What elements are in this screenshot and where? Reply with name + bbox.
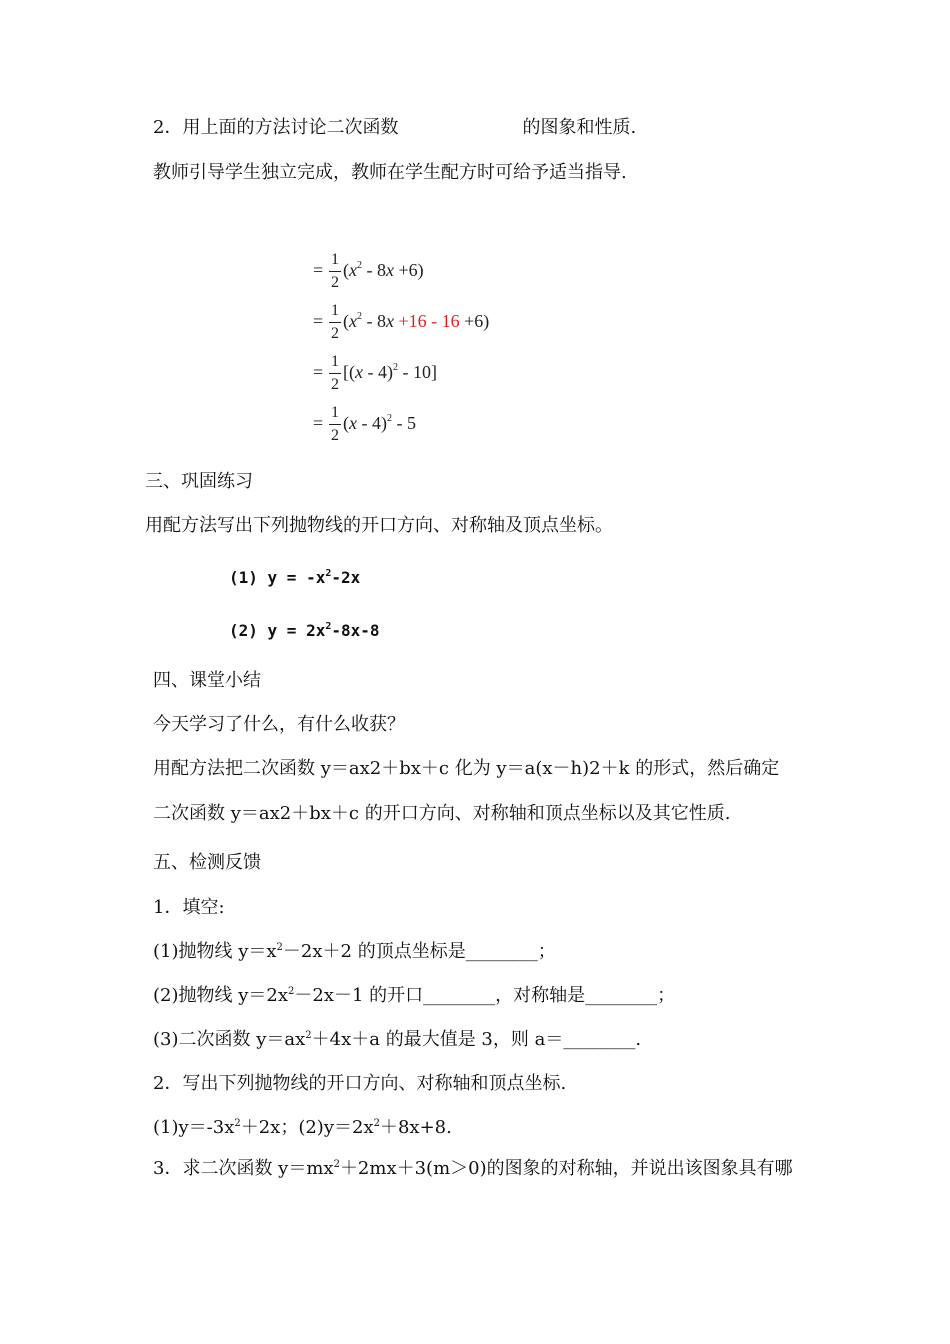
exponent: 2 [276,942,283,953]
fill-blank-3 [153,1029,641,1051]
variable-x: x [386,311,394,331]
expr-part: [( [343,362,355,382]
exponent: 2 [357,260,362,271]
variable-x: x [386,260,394,280]
fraction-bar [329,424,341,425]
equals-sign: = [313,362,324,382]
task-2-suffix: 的图象和性质. [522,117,637,138]
exponent: 2 [393,362,398,373]
task-2-equations [153,1117,452,1139]
question-text: 3．求二次函数 y＝mx [153,1158,334,1179]
exercise-text: -8x-8 [331,621,380,640]
exercise-2 [229,620,380,642]
exponent: 2 [288,986,295,997]
numerator: 1 [331,251,339,268]
section-4-heading: 四、课堂小结 [153,670,261,691]
paragraph-task-2 [153,117,636,139]
question-text: ＋2mx＋3(m＞0)的图象的对称轴，并说出该图象具有哪 [339,1158,793,1179]
equation-text: ＋2x；(2)y＝2x [240,1117,374,1138]
expression [343,260,424,281]
fraction-one-half [329,403,341,446]
exercise-text: (1) y = -x [229,568,326,587]
completing-square-derivation [313,250,573,450]
fraction-bar [329,322,341,323]
fill-blank-2 [153,985,675,1007]
equals-sign: = [313,413,324,433]
equals-sign: = [313,260,324,280]
expr-part: ( [343,413,349,433]
expression [343,362,437,383]
expression [343,311,489,332]
denominator: 2 [331,427,339,444]
fraction-bar [329,373,341,374]
expr-part: - 10] [398,362,437,382]
exercise-text: (2) y = 2x [229,621,326,640]
task-3-text [153,1158,793,1180]
equation-text: ＋8x+8. [379,1117,452,1138]
expr-part: - 4) [357,413,387,433]
expr-part: - 8 [362,311,386,331]
exponent: 2 [234,1118,241,1129]
variable-x: x [349,311,357,331]
fraction-bar [329,271,341,272]
numerator: 1 [331,353,339,370]
section-3-intro: 用配方法写出下列抛物线的开口方向、对称轴及顶点坐标。 [145,515,613,536]
exercise-1 [229,567,360,589]
expr-part: +6) [459,311,490,331]
question-text: ＋4x＋a 的最大值是 3，则 a＝________. [311,1029,642,1050]
task-2-prefix: 2．用上面的方法讨论二次函数 [153,117,399,138]
numerator: 1 [331,404,339,421]
summary-question: 今天学习了什么，有什么收获？ [153,714,405,735]
section-3-heading: 三、巩固练习 [145,471,253,492]
denominator: 2 [331,325,339,342]
fraction-one-half [329,301,341,344]
exponent: 2 [325,568,332,579]
variable-x: x [349,413,357,433]
denominator: 2 [331,376,339,393]
teacher-guidance-text: 教师引导学生独立完成，教师在学生配方时可给予适当指导. [153,162,627,183]
fill-blank-1 [153,941,556,963]
highlighted-term: +16 - 16 [394,311,460,331]
exercise-text: -2x [331,568,361,587]
exponent: 2 [373,1118,380,1129]
numerator: 1 [331,302,339,319]
exponent: 2 [305,1030,312,1041]
expr-part: - 5 [392,413,416,433]
equals-sign: = [313,311,324,331]
section-5-heading: 五、检测反馈 [153,852,261,873]
expr-part: ( [343,311,349,331]
variable-x: x [355,362,363,382]
fraction-one-half [329,250,341,293]
expression [343,413,416,434]
expr-part: - 8 [362,260,386,280]
summary-line-2: 二次函数 y＝ax2＋bx＋c 的开口方向、对称轴和顶点坐标以及其它性质. [153,803,731,824]
fraction-one-half [329,352,341,395]
question-text: (2)抛物线 y＝2x [153,985,288,1006]
task-fill-blank-title: 1．填空: [153,897,225,918]
equation-text: (1)y＝-3x [153,1117,235,1138]
task-2-title: 2．写出下列抛物线的开口方向、对称轴和顶点坐标. [153,1073,567,1094]
exponent: 2 [325,621,332,632]
expr-part: +6) [394,260,424,280]
expr-part: ( [343,260,349,280]
variable-x: x [349,260,357,280]
expr-part: - 4) [363,362,393,382]
exponent: 2 [333,1159,340,1170]
exponent: 2 [357,311,362,322]
question-text: (1)抛物线 y＝x [153,941,277,962]
exponent: 2 [387,413,392,424]
question-text: －2x－1 的开口________，对称轴是________； [294,985,676,1006]
question-text: －2x＋2 的顶点坐标是________； [282,941,556,962]
denominator: 2 [331,274,339,291]
question-text: (3)二次函数 y＝ax [153,1029,306,1050]
summary-line-1: 用配方法把二次函数 y＝ax2＋bx＋c 化为 y＝a(x－h)2＋k 的形式，然后确定 [153,758,780,779]
